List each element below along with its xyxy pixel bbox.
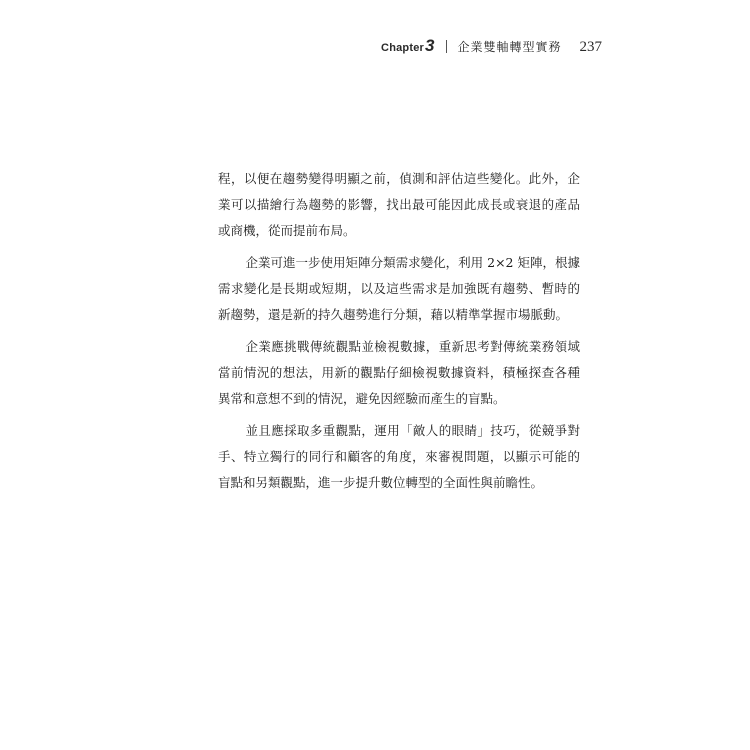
- chapter-label: Chapter: [381, 42, 425, 54]
- body-text: [218, 166, 580, 502]
- running-header: [381, 36, 602, 56]
- paragraph-multiple-perspectives: 並且應採取多重觀點，運用「敵人的眼睛」技巧，從競爭對手、特立獨行的同行和顧客的角度，來審視問題，以顯示可能的盲點和另類觀點，進一步提升數位轉型的全面性與前瞻性。: [218, 423, 580, 490]
- chapter-number: 3: [425, 36, 435, 55]
- paragraph-challenge-views: 企業應挑戰傳統觀點並檢視數據，重新思考對傳統業務領域當前情況的想法，用新的觀點仔細檢視數據資料，積極探查各種異常和意想不到的情況，避免因經驗而產生的盲點。: [218, 339, 580, 406]
- header-divider: [446, 40, 447, 53]
- paragraph-matrix: 企業可進一步使用矩陣分類需求變化，利用 2×2 矩陣，根據需求變化是長期或短期，以及這些需求是加強既有趨勢、暫時的新趨勢，還是新的持久趨勢進行分類，藉以精準掌握市場脈動。: [218, 255, 580, 322]
- paragraph-continuation: 程，以便在趨勢變得明顯之前，偵測和評估這些變化。此外，企業可以描繪行為趨勢的影響，找出最可能因此成長或衰退的產品或商機，從而提前布局。: [218, 171, 580, 238]
- chapter-title: 企業雙軸轉型實務: [457, 40, 562, 54]
- page-number: 237: [579, 39, 602, 55]
